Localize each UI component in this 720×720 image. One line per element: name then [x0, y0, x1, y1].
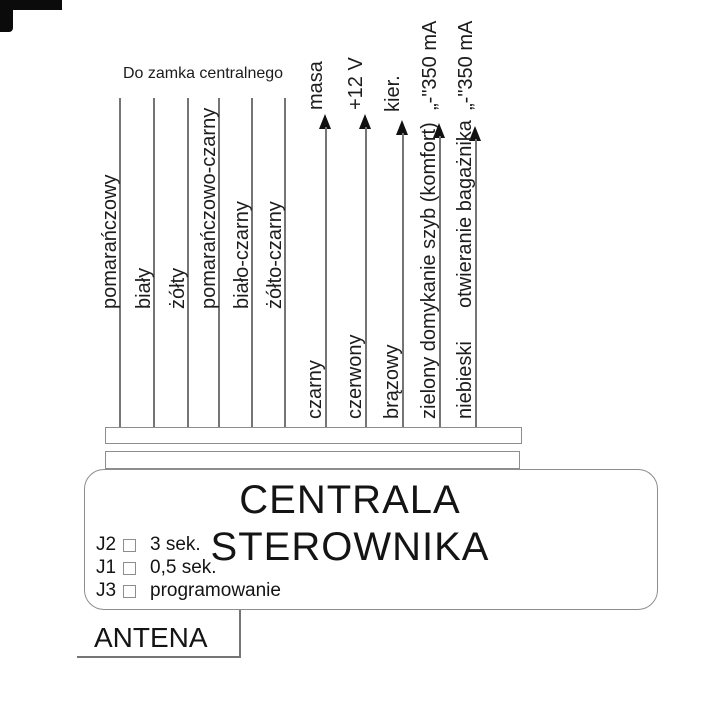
- signal-label: „-"350 mA: [455, 20, 477, 110]
- connector-bar-inner: [105, 451, 520, 469]
- jumper-checkbox-icon: [123, 539, 136, 552]
- wire-color-label: żółto-czarny: [264, 201, 286, 309]
- wire-color-label: czarny: [304, 360, 326, 419]
- jumper-label: programowanie: [150, 580, 281, 601]
- control-unit-title-line2: STEROWNIKA: [210, 525, 490, 569]
- wire-function-label: otwieranie bagażnika: [454, 120, 476, 308]
- jumper-row: [96, 581, 281, 601]
- jumper-checkbox-icon: [123, 585, 136, 598]
- antenna-label: ANTENA: [94, 622, 208, 653]
- jumper-label: 3 sek.: [150, 534, 201, 555]
- wire-line: [153, 98, 155, 428]
- wire-color-label: zielony domykanie szyb (komfort): [418, 122, 440, 419]
- signal-label: +12 V: [345, 57, 367, 110]
- jumper-row: [96, 535, 201, 555]
- wire-color-label: biało-czarny: [231, 201, 253, 309]
- jumper-id: J3: [96, 580, 117, 601]
- wire-color-label: biały: [133, 267, 155, 309]
- antenna-lead-line-horizontal: [77, 656, 241, 658]
- signal-label: masa: [305, 61, 327, 110]
- jumper-row: [96, 558, 217, 578]
- wire-color-label: niebieski: [454, 341, 476, 419]
- photo-corner-mark-left: [0, 0, 13, 32]
- jumper-id: J2: [96, 534, 117, 555]
- antenna-lead-line-vertical: [239, 610, 241, 657]
- wire-line: [187, 98, 189, 428]
- wire-color-label: pomarańczowy: [99, 174, 121, 309]
- signal-label: kier.: [382, 75, 404, 112]
- wire-color-label: brązowy: [381, 344, 403, 419]
- wire-color-label: pomarańczowo-czarny: [198, 107, 220, 309]
- connector-bar-outer: [105, 427, 522, 444]
- jumper-label: 0,5 sek.: [150, 557, 217, 578]
- jumper-id: J1: [96, 557, 117, 578]
- jumper-checkbox-icon: [123, 562, 136, 575]
- wire-color-label: czerwony: [344, 334, 366, 419]
- central-lock-group-header: Do zamka centralnego: [122, 65, 284, 82]
- signal-label: „-"350 mA: [419, 20, 441, 110]
- control-unit-title-line1: CENTRALA: [239, 478, 461, 522]
- wire-color-label: żółty: [167, 267, 189, 309]
